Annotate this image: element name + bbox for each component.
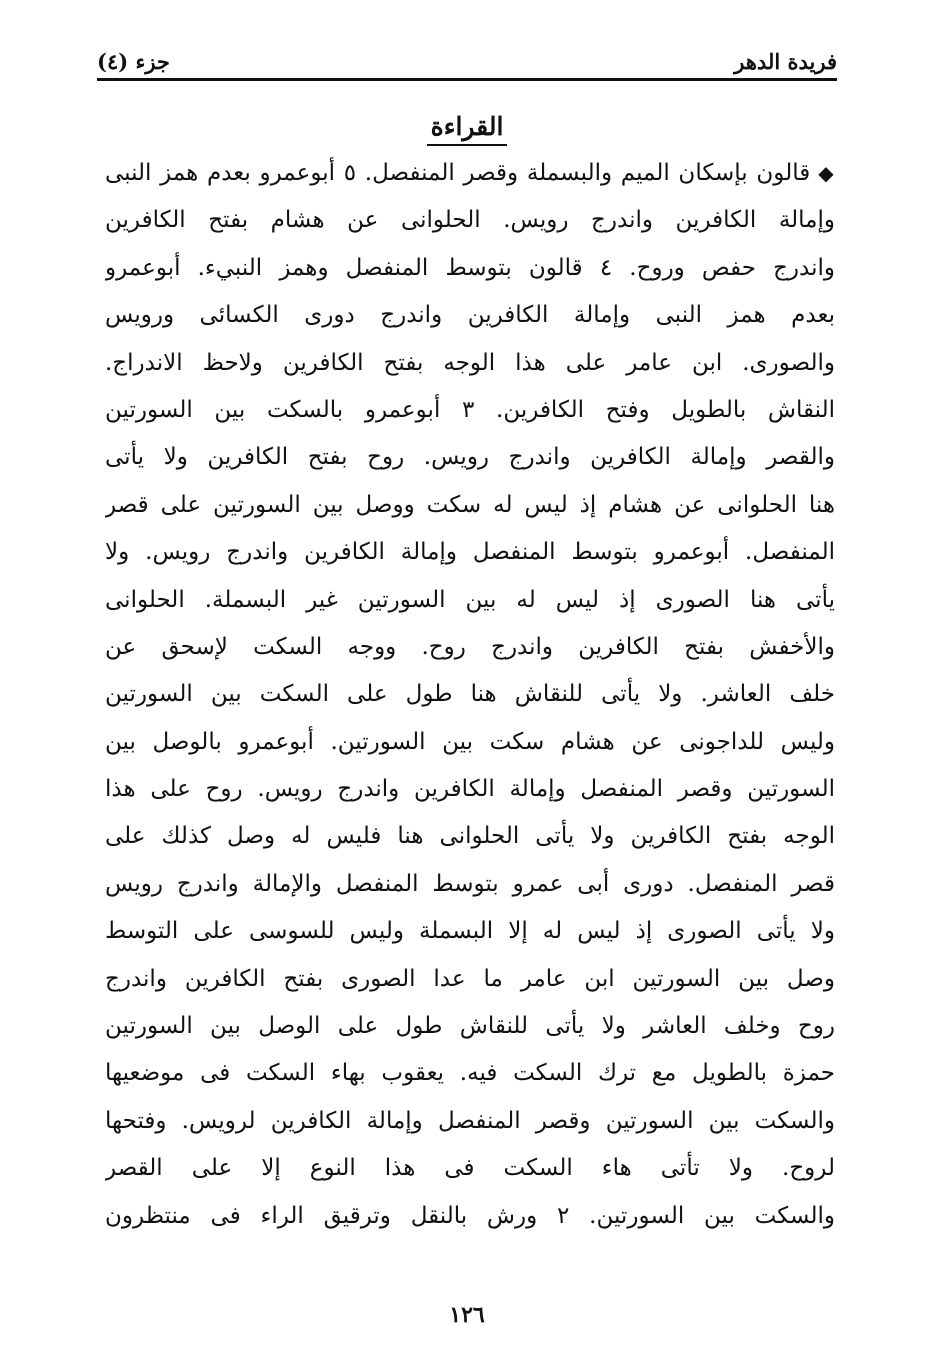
text-line-content: النقاش بالطويل وفتح الكافرين. ٣ أبوعمرو بالسكت بين السورتين bbox=[105, 396, 835, 423]
text-line-content: حمزة بالطويل مع ترك السكت فيه. يعقوب بهاء السكت فى موضعيها bbox=[105, 1060, 835, 1087]
text-line-content: بعدم همز النبى وإمالة الكافرين واندرج دورى الكسائى ورويس bbox=[105, 302, 835, 329]
text-line bbox=[105, 671, 835, 718]
text-line-content: والأخفش بفتح الكافرين واندرج روح. ووجه السكت لإسحق عن bbox=[105, 633, 835, 660]
text-line-content: والقصر وإمالة الكافرين واندرج رويس. روح بفتح الكافرين ولا يأتى bbox=[105, 444, 835, 471]
text-line-content: وليس للداجونى عن هشام سكت بين السورتين. أبوعمرو بالوصل بين bbox=[105, 728, 835, 755]
text-line-content: الوجه بفتح الكافرين ولا يأتى الحلوانى هنا فليس له وصل كذلك على bbox=[105, 823, 835, 850]
header-rule bbox=[97, 78, 837, 81]
text-line bbox=[105, 150, 835, 197]
text-line bbox=[105, 434, 835, 481]
text-line-content: ولا يأتى الصورى إذ ليس له إلا البسملة وليس للسوسى على التوسط bbox=[105, 918, 835, 945]
text-line bbox=[105, 1193, 835, 1240]
text-line-content: وصل بين السورتين ابن عامر ما عدا الصورى بفتح الكافرين واندرج bbox=[105, 965, 835, 992]
text-line-content: واندرج حفص وروح. ٤ قالون بتوسط المنفصل وهمز النبيء. أبوعمرو bbox=[105, 254, 835, 281]
text-line-content: روح وخلف العاشر ولا يأتى للنقاش طول على الوصل بين السورتين bbox=[105, 1013, 835, 1040]
part-number: جزء (٤) bbox=[97, 49, 170, 74]
text-line bbox=[105, 577, 835, 624]
text-line bbox=[105, 1050, 835, 1097]
text-line bbox=[105, 1145, 835, 1192]
text-line-content: المنفصل. أبوعمرو بتوسط المنفصل وإمالة الكافرين واندرج رويس. ولا bbox=[105, 539, 835, 566]
text-line bbox=[105, 529, 835, 576]
text-line bbox=[105, 813, 835, 860]
text-line bbox=[105, 197, 835, 244]
book-title: فريدة الدهر bbox=[734, 49, 837, 74]
text-line bbox=[105, 245, 835, 292]
text-line-content: لروح. ولا تأتى هاء السكت فى هذا النوع إلا على القصر bbox=[105, 1155, 835, 1182]
text-line bbox=[105, 766, 835, 813]
text-line-content: قالون بإسكان الميم والبسملة وقصر المنفصل. ٥ أبوعمرو بعدم همز النبى bbox=[105, 160, 811, 186]
text-line bbox=[105, 292, 835, 339]
text-line-content: خلف العاشر. ولا يأتى للنقاش هنا طول على السكت بين السورتين bbox=[105, 681, 835, 708]
text-line bbox=[105, 387, 835, 434]
section-title bbox=[0, 112, 934, 146]
text-line bbox=[105, 1003, 835, 1050]
black-diamond-icon: ◆ bbox=[818, 161, 835, 185]
page-number: ١٢٦ bbox=[449, 1302, 485, 1328]
text-line bbox=[105, 482, 835, 529]
text-line bbox=[105, 624, 835, 671]
text-line-content: وإمالة الكافرين واندرج رويس. الحلوانى عن هشام بفتح الكافرين bbox=[105, 207, 835, 234]
body-text bbox=[105, 150, 835, 1240]
text-line-content: والصورى. ابن عامر على هذا الوجه بفتح الكافرين ولاحظ الاندراج. bbox=[105, 349, 835, 376]
text-line bbox=[105, 340, 835, 387]
text-line bbox=[105, 956, 835, 1003]
running-header bbox=[97, 40, 837, 74]
text-line bbox=[105, 908, 835, 955]
text-line-content: والسكت بين السورتين وقصر المنفصل وإمالة الكافرين لرويس. وفتحها bbox=[105, 1107, 835, 1134]
section-title-text: القراءة bbox=[427, 112, 508, 146]
text-line-content: يأتى هنا الصورى إذ ليس له بين السورتين غير البسملة. الحلوانى bbox=[105, 586, 835, 613]
text-line-content: والسكت بين السورتين. ٢ ورش بالنقل وترقيق الراء فى منتظرون bbox=[105, 1202, 835, 1229]
text-line-content: هنا الحلوانى عن هشام إذ ليس له سكت ووصل بين السورتين على قصر bbox=[105, 491, 835, 518]
text-line bbox=[105, 1098, 835, 1145]
text-line bbox=[105, 719, 835, 766]
text-line-content: قصر المنفصل. دورى أبى عمرو بتوسط المنفصل والإمالة واندرج رويس bbox=[105, 870, 835, 897]
text-line-content: السورتين وقصر المنفصل وإمالة الكافرين واندرج رويس. روح على هذا bbox=[105, 776, 835, 803]
text-line bbox=[105, 861, 835, 908]
